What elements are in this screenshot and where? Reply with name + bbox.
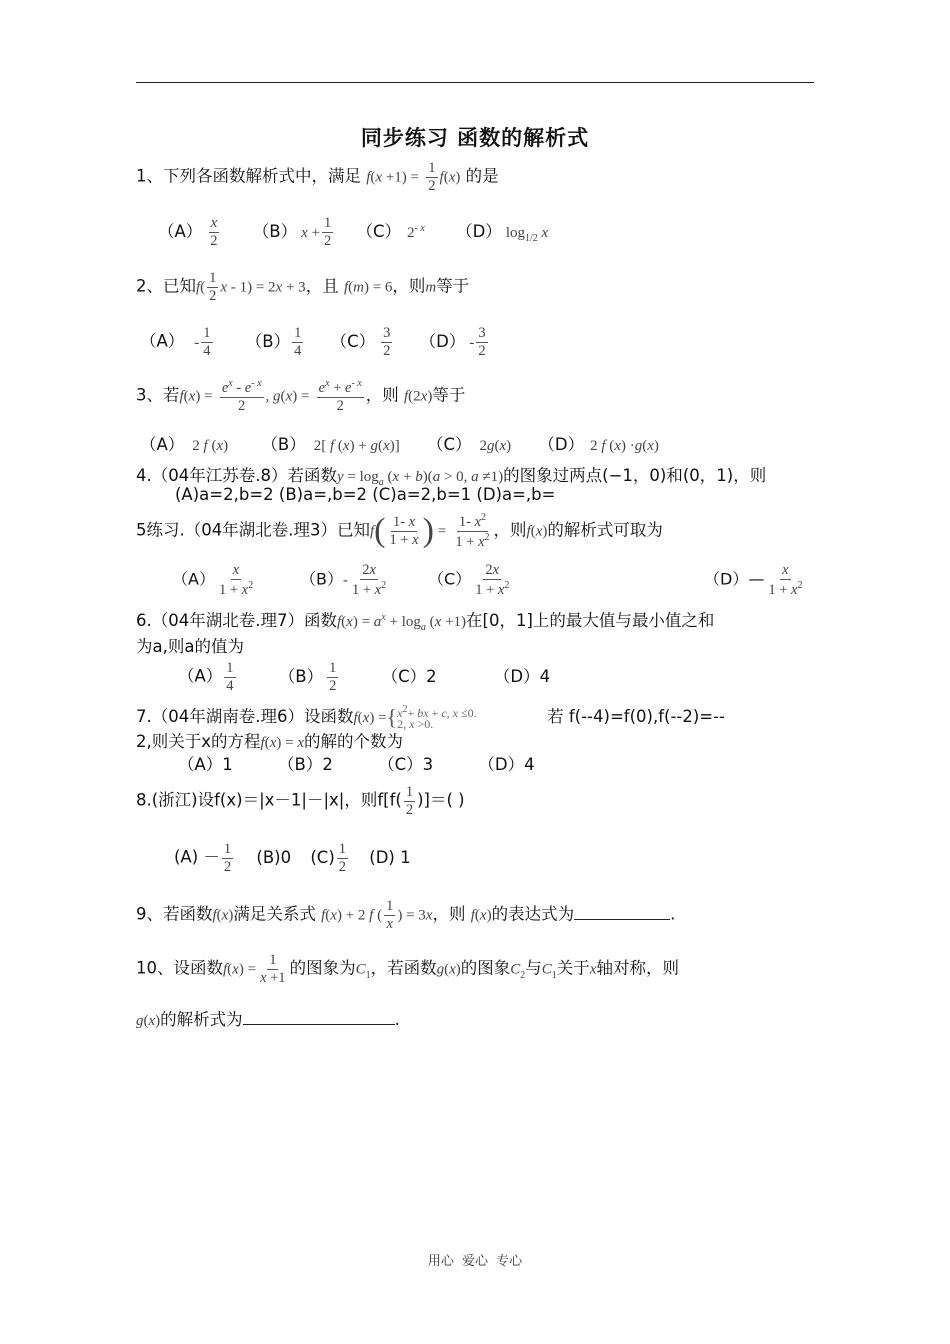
question-5-option-d: （D）— $\frac{x}{1 + x^2}$ bbox=[704, 562, 803, 598]
page-footer: 用心 爱心 专心 bbox=[427, 1254, 523, 1269]
question-2-options: （A） - $\frac{1}{4}$ （B） $\frac{1}{4}$ （C） $\frac{3}{2}$ （D） - $\frac{3}{2}$ bbox=[140, 325, 486, 359]
question-3-options: （A） 2 f (x) （B） 2[ f (x) + g(x)] （C） 2g(x) （D） 2 f (x) ·g(x) bbox=[140, 435, 659, 454]
question-6-options: （A） $\frac{1}{4}$ （B） $\frac{1}{2}$ （C）2 （D）4 bbox=[178, 660, 551, 694]
question-9: 9、若函数f(x)满足关系式 f(x) + 2 f ( $\frac{1}{x}$ ) = 3x，则 f(x)的表达式为 . bbox=[136, 898, 676, 932]
page-title: 同步练习 函数的解析式 bbox=[360, 126, 590, 150]
question-1-options: （A） $\frac{x}{2}$ （B） x + $\frac{1}{2}$ （C） $2^{- x}$ （D） $\log_{1/2} x$ bbox=[158, 215, 549, 250]
question-7: 7.（04年湖南卷.理6）设函数$f(x) =\{x^2+$ bx + c, x ≤0. 2, x >0. 若 f(--4)=f(0),f(--2)=-- bbox=[136, 704, 726, 731]
question-2: 2、已知f( $\frac{1}{2}$ x - 1) = 2x + 3，且 f(m) = 6，则m等于 bbox=[136, 270, 470, 304]
question-6: 6.（04年湖北卷.理7）函数$f(x) = a^x + \log_a (x +1)$在[0，1]上的最大值与最小值之和 bbox=[136, 611, 715, 633]
question-6-line2: 为a,则a的值为 bbox=[136, 637, 244, 656]
question-5-option-a: （A） $\frac{x}{1 + x^2}$ bbox=[172, 562, 254, 598]
question-10: 10、设函数f(x) = $\frac{1}{x +1}$ 的图象为$C_1$，若函数g(x)的图象$C_2$与$C_1$关于x轴对称，则 bbox=[136, 952, 679, 986]
question-8: 8.(浙江)设f(x)＝|x－1|－|x|，则f[f( $\frac{1}{2}$ )]＝( ) bbox=[136, 784, 465, 818]
question-10-line2: g(x)的解析式为 . bbox=[136, 1010, 400, 1029]
question-8-options: (A) － $\frac{1}{2}$ (B)0 (C) $\frac{1}{2}$ (D) 1 bbox=[174, 841, 411, 875]
question-7-line2: 2,则关于x的方程f(x) = x的解的个数为 bbox=[136, 732, 403, 751]
answer-blank[interactable] bbox=[574, 903, 670, 920]
header-rule bbox=[136, 82, 814, 83]
question-5: 5练习.（04年湖北卷.理3）已知f( $\frac{1- x}{1 + x}$ ) = $\frac{1- x^2}{1 + x^2}$ ，则f(x)的解析式可取为 bbox=[136, 512, 663, 550]
question-7-options: （A）1 （B）2 （C）3 （D）4 bbox=[178, 755, 535, 774]
question-4: 4.（04年江苏卷.8）若函数$y = \log_a (x + b)(a > 0$, a ≠1)的图象过两点(−1，0)和(0，1)，则 bbox=[136, 466, 767, 488]
answer-blank[interactable] bbox=[243, 1008, 395, 1025]
question-5-option-c: （C） $\frac{2x}{1 + x^2}$ bbox=[428, 562, 510, 598]
question-4-options: (A)a=2,b=2 (B)a=,b=2 (C)a=2,b=1 (D)a=,b= bbox=[175, 485, 556, 504]
question-3: 3、若f(x) = $\frac{e^x - e^{- x}}{2}$ , g(x) = $\frac{e^x + e^{- x}}{2}$ ，则 f(2x)等于 bbox=[136, 378, 466, 414]
question-1: 1、下列各函数解析式中，满足 f(x +1) = $\frac{1}{2}$ f(x) 的是 bbox=[136, 160, 499, 194]
question-5-option-b: （B）- $\frac{2x}{1 + x^2}$ bbox=[300, 562, 387, 598]
